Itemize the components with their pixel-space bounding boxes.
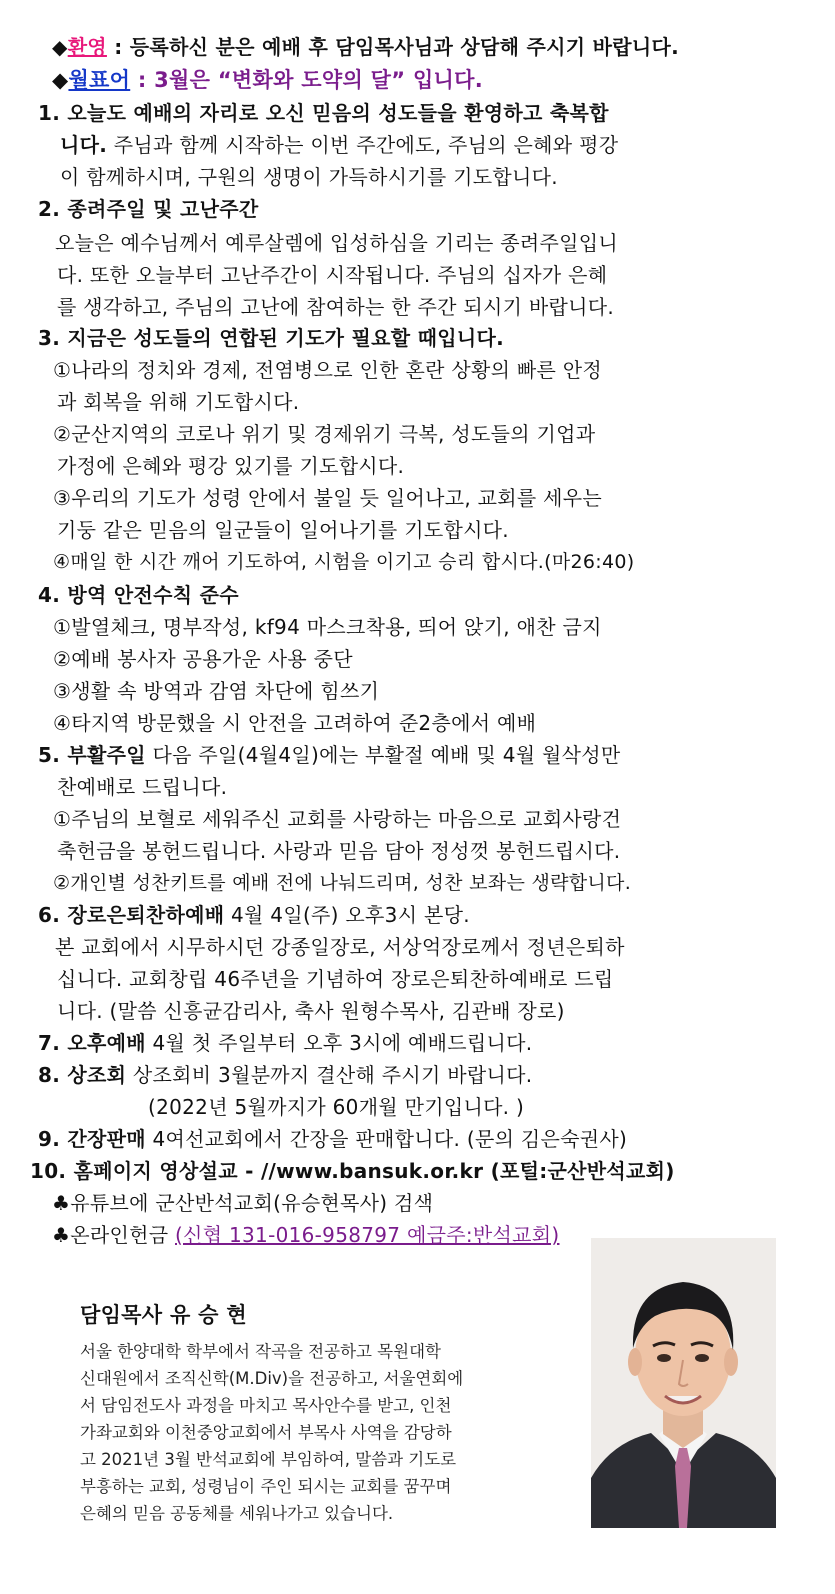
pastor-bio-line: 서울 한양대학 학부에서 작곡을 전공하고 목원대학: [80, 1342, 441, 1361]
item-2-title: 2. 종려주일 및 고난주간: [38, 197, 259, 221]
club-icon: ♣: [52, 1223, 71, 1247]
diamond-bullet-icon: ◆: [52, 35, 68, 59]
pastor-photo: [591, 1238, 776, 1528]
pastor-bio-line: 부흥하는 교회, 성령님이 주인 되시는 교회를 꿈꾸며: [80, 1477, 452, 1496]
welcome-text: 등록하신 분은 예배 후 담임목사님과 상담해 주시기 바랍니다.: [129, 35, 680, 59]
pastor-bio-line: 신대원에서 조직신학(M.Div)을 전공하고, 서울연회에: [80, 1369, 464, 1388]
item-1-bold: 니다.: [60, 133, 108, 157]
item-1-line-3: 이 함께하시며, 구원의 생명이 가득하시기를 기도합니다.: [60, 165, 558, 189]
item-4-line-1: ①발열체크, 명부작성, kf94 마스크착용, 띄어 앉기, 애찬 금지: [53, 615, 602, 639]
item-7-title: 7. 오후예배: [38, 1031, 146, 1055]
item-4-line-2: ②예배 봉사자 공용가운 사용 중단: [53, 647, 353, 671]
item-8-text: 상조회비 3월분까지 결산해 주시기 바랍니다.: [126, 1063, 533, 1087]
item-1-text: 주님과 함께 시작하는 이번 주간에도, 주님의 은혜와 평강: [107, 133, 619, 157]
motto-label: 월표어: [68, 68, 131, 92]
item-2-line-3: 를 생각하고, 주님의 고난에 참여하는 한 주간 되시기 바랍니다.: [57, 295, 615, 319]
item-5-line-3: ①주님의 보혈로 세워주신 교회를 사랑하는 마음으로 교회사랑건: [53, 807, 622, 831]
item-9-text: 4여선교회에서 간장을 판매합니다. (문의 김은숙권사): [145, 1127, 628, 1151]
item-5-line-2: 찬예배로 드립니다.: [57, 775, 228, 799]
item-6-line-3: 십니다. 교회창립 46주년을 기념하여 장로은퇴찬하예배로 드립: [57, 967, 614, 991]
offering-label: 온라인헌금: [70, 1223, 175, 1247]
item-9-title: 9. 간장판매: [38, 1127, 146, 1151]
item-3-title: 3. 지금은 성도들의 연합된 기도가 필요할 때입니다.: [38, 326, 504, 350]
item-6-title: 6. 장로은퇴찬하예배: [38, 903, 225, 927]
item-6-text: 4월 4일(주) 오후3시 본당.: [224, 903, 470, 927]
motto-line: [52, 65, 483, 95]
offering-line: [52, 1220, 559, 1250]
item-3-line-2: 과 회복을 위해 기도합시다.: [57, 390, 300, 414]
pastor-bio-line: 고 2021년 3월 반석교회에 부임하여, 말씀과 기도로: [80, 1450, 457, 1469]
item-7-line: [38, 1028, 532, 1058]
item-8-line-1: [38, 1060, 532, 1090]
youtube-text: 유튜브에 군산반석교회(유승현목사) 검색: [70, 1191, 434, 1215]
item-4-title: 4. 방역 안전수칙 준수: [38, 583, 239, 607]
item-5-line-4: 축헌금을 봉헌드립니다. 사랑과 믿음 담아 정성껏 봉헌드립시다.: [57, 839, 621, 863]
pastor-bio-line: 은혜의 믿음 공동체를 세워나가고 있습니다.: [80, 1504, 394, 1523]
club-icon: ♣: [52, 1191, 71, 1215]
item-1-line-1: 1. 오늘도 예배의 자리로 오신 믿음의 성도들을 환영하고 축복합: [38, 101, 609, 125]
item-5-text: 다음 주일(4월4일)에는 부활절 예배 및 4월 월삭성만: [145, 743, 621, 767]
welcome-line: [52, 32, 679, 62]
item-9-line: [38, 1124, 627, 1154]
item-2-line-2: 다. 또한 오늘부터 고난주간이 시작됩니다. 주님의 십자가 은혜: [57, 263, 608, 287]
welcome-label: 환영: [67, 35, 107, 59]
item-1-line-2: [60, 130, 618, 160]
item-5-title: 5. 부활주일: [38, 743, 146, 767]
item-8-title: 8. 상조회: [38, 1063, 127, 1087]
offering-account: (신협 131-016-958797 예금주:반석교회): [175, 1223, 560, 1247]
item-4-line-3: ③생활 속 방역과 감염 차단에 힘쓰기: [53, 679, 380, 703]
diamond-bullet-icon: ◆: [52, 68, 69, 92]
item-6-line-1: [38, 900, 470, 930]
pastor-bio-line: 서 담임전도사 과정을 마치고 목사안수를 받고, 인천: [80, 1396, 452, 1415]
item-8-line-2: (2022년 5월까지가 60개월 만기입니다. ): [148, 1095, 525, 1119]
item-6-line-4: 니다. (말씀 신흥균감리사, 축사 원형수목사, 김관배 장로): [57, 999, 565, 1023]
youtube-line: [52, 1188, 433, 1218]
item-2-line-1: 오늘은 예수님께서 예루살렘에 입성하심을 기리는 종려주일입니: [55, 231, 619, 255]
item-4-line-4: ④타지역 방문했을 시 안전을 고려하여 준2층에서 예배: [53, 711, 537, 735]
welcome-separator: :: [106, 35, 130, 59]
item-5-line-5: ②개인별 성찬키트를 예배 전에 나눠드리며, 성찬 보좌는 생략합니다.: [53, 872, 632, 894]
pastor-bio-line: 가좌교회와 이천중앙교회에서 부목사 사역을 감당하: [80, 1423, 452, 1442]
item-6-line-2: 본 교회에서 시무하시던 강종일장로, 서상억장로께서 정년은퇴하: [55, 935, 625, 959]
item-3-line-4: 가정에 은혜와 평강 있기를 기도합시다.: [57, 454, 405, 478]
item-7-text: 4월 첫 주일부터 오후 3시에 예배드립니다.: [145, 1031, 533, 1055]
item-3-line-3: ②군산지역의 코로나 위기 및 경제위기 극복, 성도들의 기업과: [53, 422, 596, 446]
item-3-line-6: 기둥 같은 믿음의 일군들이 일어나기를 기도합시다.: [57, 518, 509, 542]
pastor-title: 담임목사 유 승 현: [80, 1303, 247, 1327]
item-3-line-7: ④매일 한 시간 깨어 기도하여, 시험을 이기고 승리 합시다.(마26:40): [53, 551, 635, 573]
item-3-line-1: ①나라의 정치와 경제, 전염병으로 인한 혼란 상황의 빠른 안정: [53, 358, 603, 382]
item-5-line-1: [38, 740, 621, 770]
item-3-line-5: ③우리의 기도가 성령 안에서 불일 듯 일어나고, 교회를 세우는: [53, 486, 603, 510]
pastor-portrait-icon: [591, 1238, 776, 1528]
motto-text: : 3월은 “변화와 도약의 달” 입니다.: [130, 68, 484, 92]
item-10-line: 10. 홈페이지 영상설교 - //www.bansuk.or.kr (포털:군산반석교회): [30, 1159, 675, 1183]
